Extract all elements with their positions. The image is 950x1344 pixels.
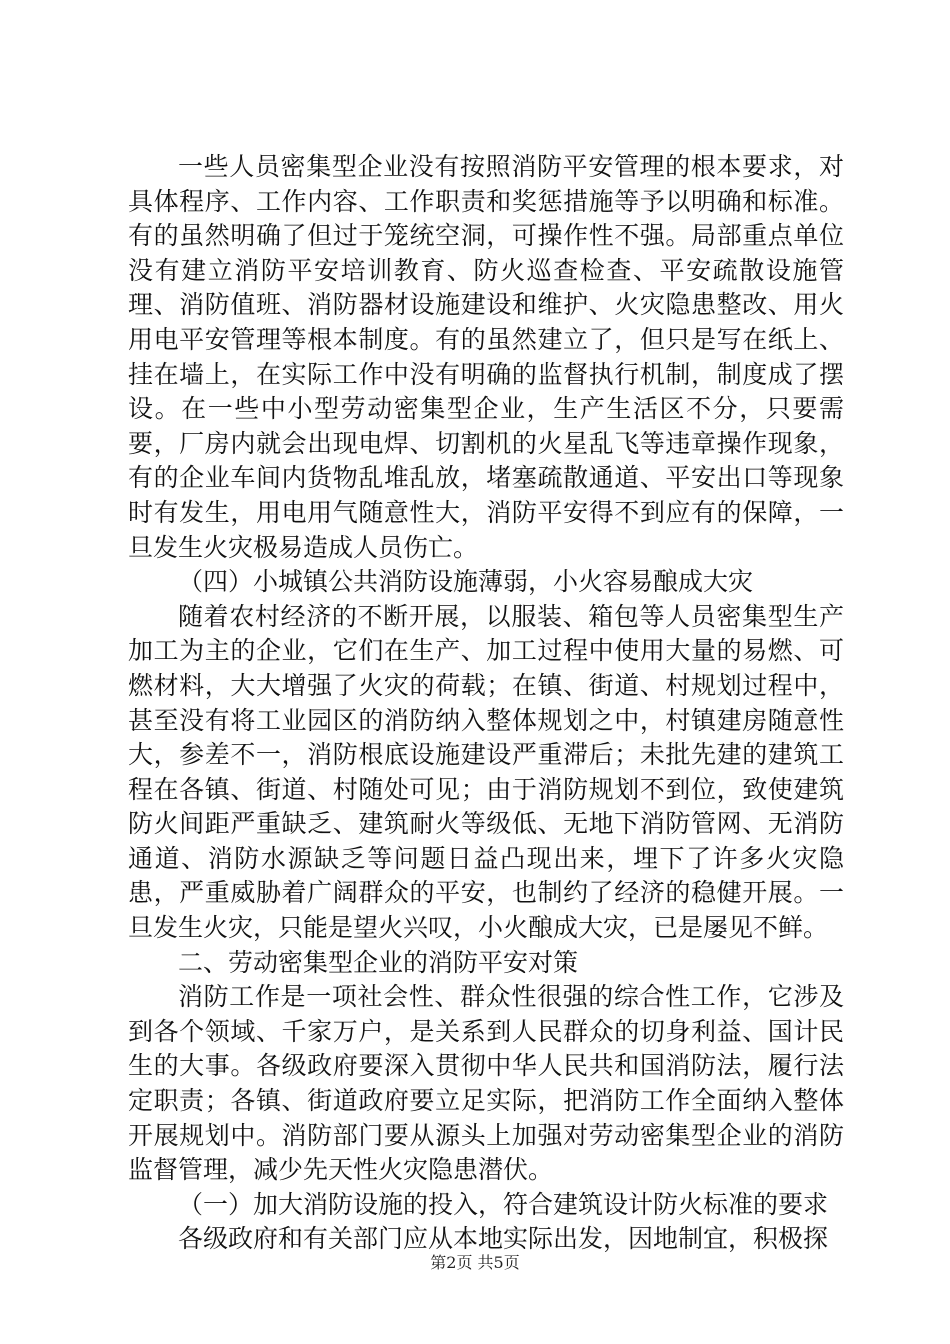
section-heading-facility-investment: （一）加大消防设施的投入，符合建筑设计防火标准的要求: [178, 1189, 829, 1219]
paragraph-safety-management: 一些人员密集型企业没有按照消防平安管理的根本要求，对具体程序、工作内容、工作职责和奖惩措施等予以明确和标准。有的虽然明确了但过于笼统空洞，可操作性不强。局部重点单位没有建立消防平安培训教育、防火巡查检查、平安疏散设施管理、消防值班、消防器材设施建设和维护、火灾隐患整改、用火用电平安管理等根本制度。有的虽然建立了，但只是写在纸上、挂在墙上，在实际工作中没有明确的监督执行机制，制度成了摆设。在一些中小型劳动密集型企业，生产生活区不分，只要需要，厂房内就会出现电焊、切割机的火星乱飞等违章操作现象，有的企业车间内货物乱堆乱放，堵塞疏散通道、平安出口等现象时有发生，用电用气随意性大，消防平安得不到应有的保障，一旦发生火灾极易造成人员伤亡。: [128, 152, 844, 562]
paragraph-government-action: 各级政府和有关部门应从本地实际出发，因地制宜，积极探: [178, 1224, 829, 1254]
page-number-footer: 第2页 共5页: [430, 1253, 520, 1272]
document-body: [128, 150, 844, 1257]
paragraph-fire-work-overview: 消防工作是一项社会性、群众性很强的综合性工作，它涉及到各个领域、千家万户，是关系到人民群众的切身利益、国计民生的大事。各级政府要深入贯彻中华人民共和国消防法，履行法定职责；各镇、街道政府要立足实际，把消防工作全面纳入整体开展规划中。消防部门要从源头上加强对劳动密集型企业的消防监督管理，减少先天性火灾隐患潜伏。: [128, 982, 844, 1185]
section-heading-small-town-facilities: （四）小城镇公共消防设施薄弱，小火容易酿成大灾: [178, 567, 754, 597]
section-heading-countermeasures: 二、劳动密集型企业的消防平安对策: [178, 947, 579, 977]
paragraph-rural-development: 随着农村经济的不断开展，以服装、箱包等人员密集型生产加工为主的企业，它们在生产、加工过程中使用大量的易燃、可燃材料，大大增强了火灾的荷载；在镇、街道、村规划过程中，甚至没有将工业园区的消防纳入整体规划之中，村镇建房随意性大，参差不一，消防根底设施建设严重滞后；未批先建的建筑工程在各镇、街道、村随处可见；由于消防规划不到位，致使建筑防火间距严重缺乏、建筑耐火等级低、无地下消防管网、无消防通道、消防水源缺乏等问题日益凸现出来，埋下了许多火灾隐患，严重威胁着广阔群众的平安，也制约了经济的稳健开展。一旦发生火灾，只能是望火兴叹，小火酿成大灾，已是屡见不鲜。: [128, 601, 844, 943]
